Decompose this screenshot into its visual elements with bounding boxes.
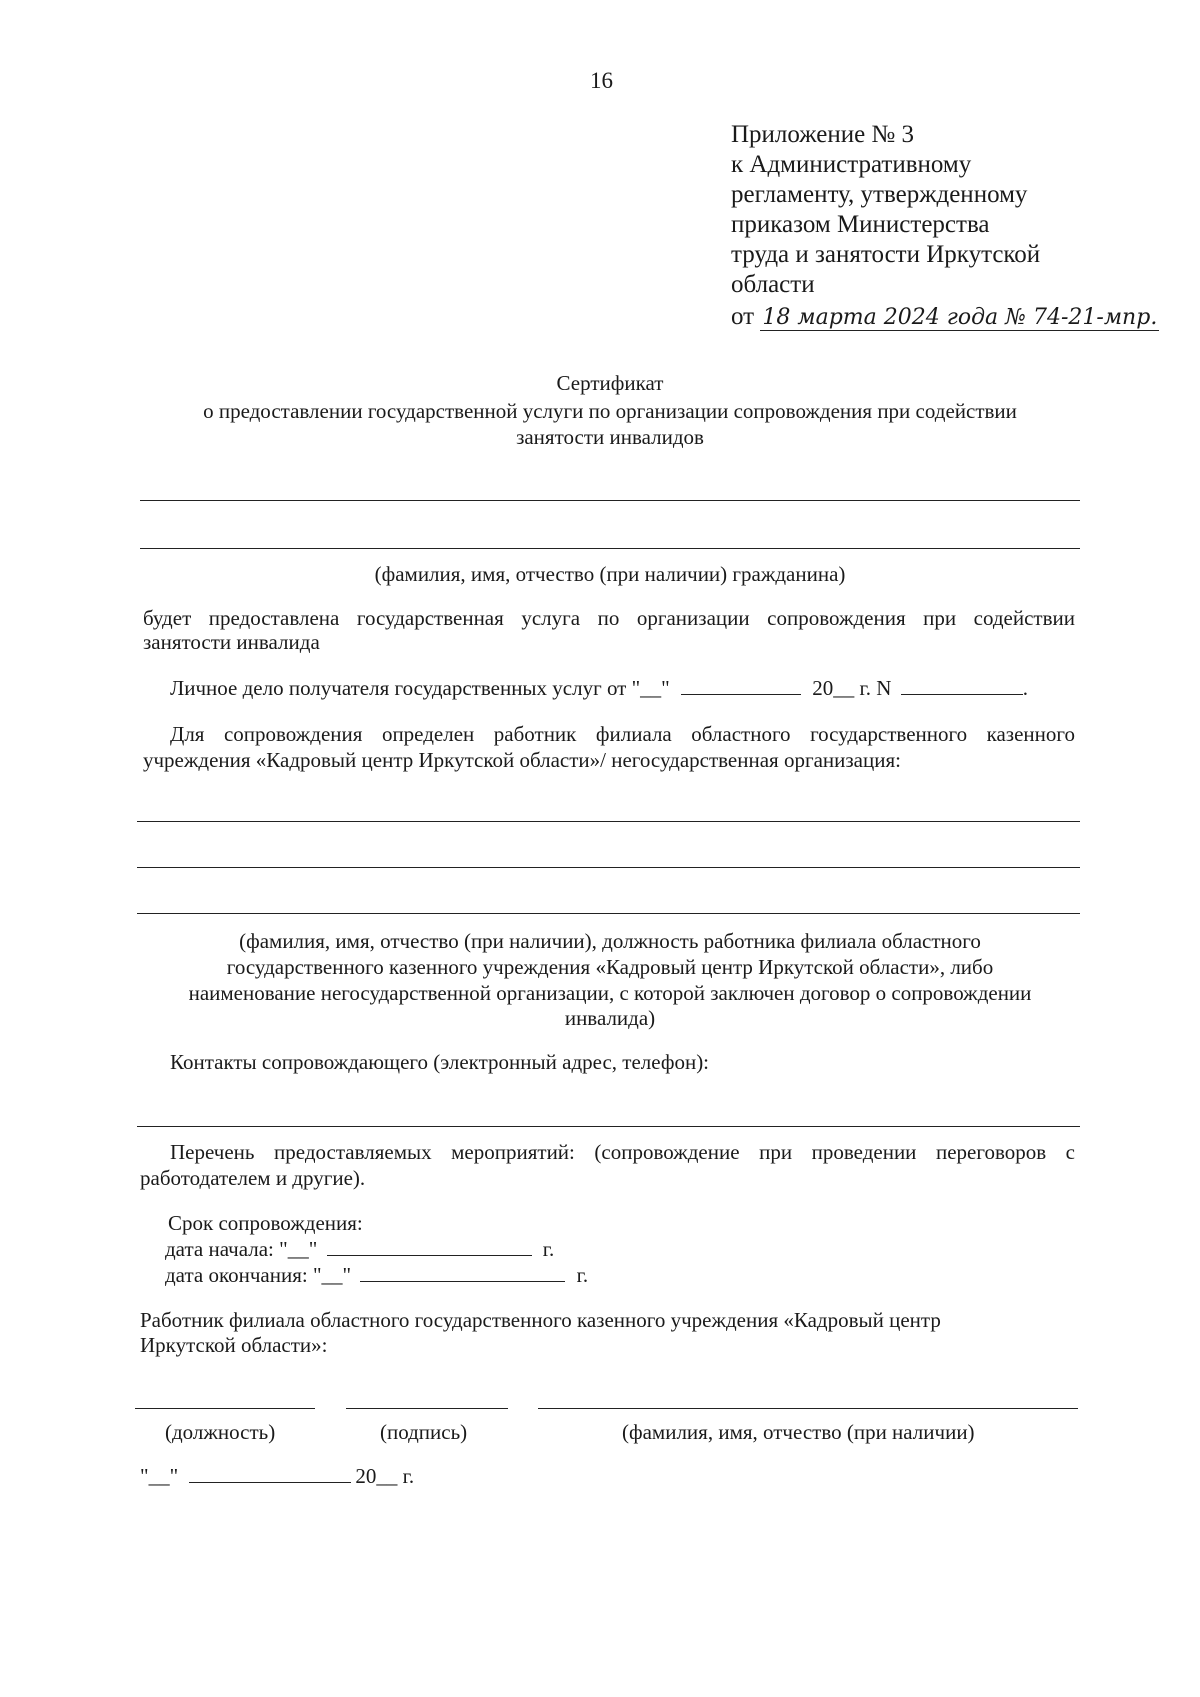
activities-text: Перечень предоставляемых мероприятий: (сопровождение при проведении переговоров с xyxy=(170,1140,1075,1164)
bottom-date-month-blank xyxy=(189,1464,351,1483)
appendix-line: к Административному xyxy=(731,151,972,178)
appendix-block xyxy=(731,118,1159,334)
citizen-caption: (фамилия, имя, отчество (при наличии) гражданина) xyxy=(374,562,846,586)
position-line xyxy=(135,1408,315,1409)
bottom-date xyxy=(140,1463,414,1490)
document-subtitle: о предоставлении государственной услуги по организации сопровождения при содействии xyxy=(203,399,1017,423)
activities-text: работодателем и другие). xyxy=(140,1166,366,1190)
personal-file-label: Личное дело получателя государственных услуг от "__" xyxy=(170,676,670,700)
document-subtitle: занятости инвалидов xyxy=(516,425,704,449)
escort-info-line xyxy=(137,867,1080,868)
bottom-date-day: "__" xyxy=(140,1464,179,1488)
escort-caption: наименование негосударственной организации, с которой заключен договор о сопровождении xyxy=(188,981,1032,1005)
worker-text: Работник филиала областного государственного казенного учреждения «Кадровый центр xyxy=(140,1308,941,1332)
period-end xyxy=(165,1262,588,1289)
period-end-label: дата окончания: "__" xyxy=(165,1263,352,1287)
appendix-line: области xyxy=(731,271,815,298)
escort-text: Для сопровождения определен работник филиала областного государственного казенного xyxy=(170,722,1075,746)
escort-caption: государственного казенного учреждения «Кадровый центр Иркутской области», либо xyxy=(226,955,994,979)
escort-caption: инвалида) xyxy=(564,1006,656,1030)
period-start-blank xyxy=(327,1237,532,1256)
personal-file-month-blank xyxy=(681,676,801,695)
contacts-line xyxy=(137,1126,1080,1127)
appendix-line: труда и занятости Иркутской xyxy=(731,241,1041,268)
period-start xyxy=(165,1236,554,1263)
page-number: 16 xyxy=(590,68,613,93)
citizen-name-line xyxy=(140,548,1080,549)
signature-caption: (подпись) xyxy=(380,1420,468,1444)
escort-text: учреждения «Кадровый центр Иркутской области»/ негосударственная организация: xyxy=(143,748,901,772)
escort-info-line xyxy=(137,913,1080,914)
personal-file-number-blank xyxy=(901,676,1023,695)
position-caption: (должность) xyxy=(165,1420,276,1444)
personal-file-year: 20__ г. N xyxy=(812,676,892,700)
period-start-suffix: г. xyxy=(542,1237,555,1261)
service-text: занятости инвалида xyxy=(143,630,320,654)
period-label: Срок сопровождения: xyxy=(168,1211,363,1235)
document-title: Сертификат xyxy=(556,371,664,395)
appendix-line: приказом Министерства xyxy=(731,211,990,238)
appendix-line: регламенту, утвержденному xyxy=(731,181,1028,208)
appendix-line: Приложение № 3 xyxy=(731,121,915,148)
signature-line xyxy=(346,1408,508,1409)
service-text: будет предоставлена государственная услуга по организации сопровождения при содействии xyxy=(143,606,1075,630)
personal-file-line xyxy=(170,675,1028,702)
worker-text: Иркутской области»: xyxy=(140,1333,328,1357)
bottom-date-year: 20__ г. xyxy=(355,1464,415,1488)
appendix-date-prefix: от xyxy=(731,303,755,330)
period-end-blank xyxy=(360,1263,565,1282)
period-end-suffix: г. xyxy=(576,1263,589,1287)
handwritten-date: 18 марта 2024 года № 74-21-мпр. xyxy=(762,305,1158,330)
appendix-date xyxy=(731,300,1159,334)
period-start-label: дата начала: "__" xyxy=(165,1237,318,1261)
escort-info-line xyxy=(137,821,1080,822)
escort-caption: (фамилия, имя, отчество (при наличии), должность работника филиала областного xyxy=(239,929,981,953)
contacts-label: Контакты сопровождающего (электронный адрес, телефон): xyxy=(170,1050,710,1074)
citizen-name-line xyxy=(140,500,1080,501)
full-name-caption: (фамилия, имя, отчество (при наличии) xyxy=(622,1420,975,1444)
full-name-line xyxy=(538,1408,1078,1409)
personal-file-end: . xyxy=(1022,676,1028,700)
